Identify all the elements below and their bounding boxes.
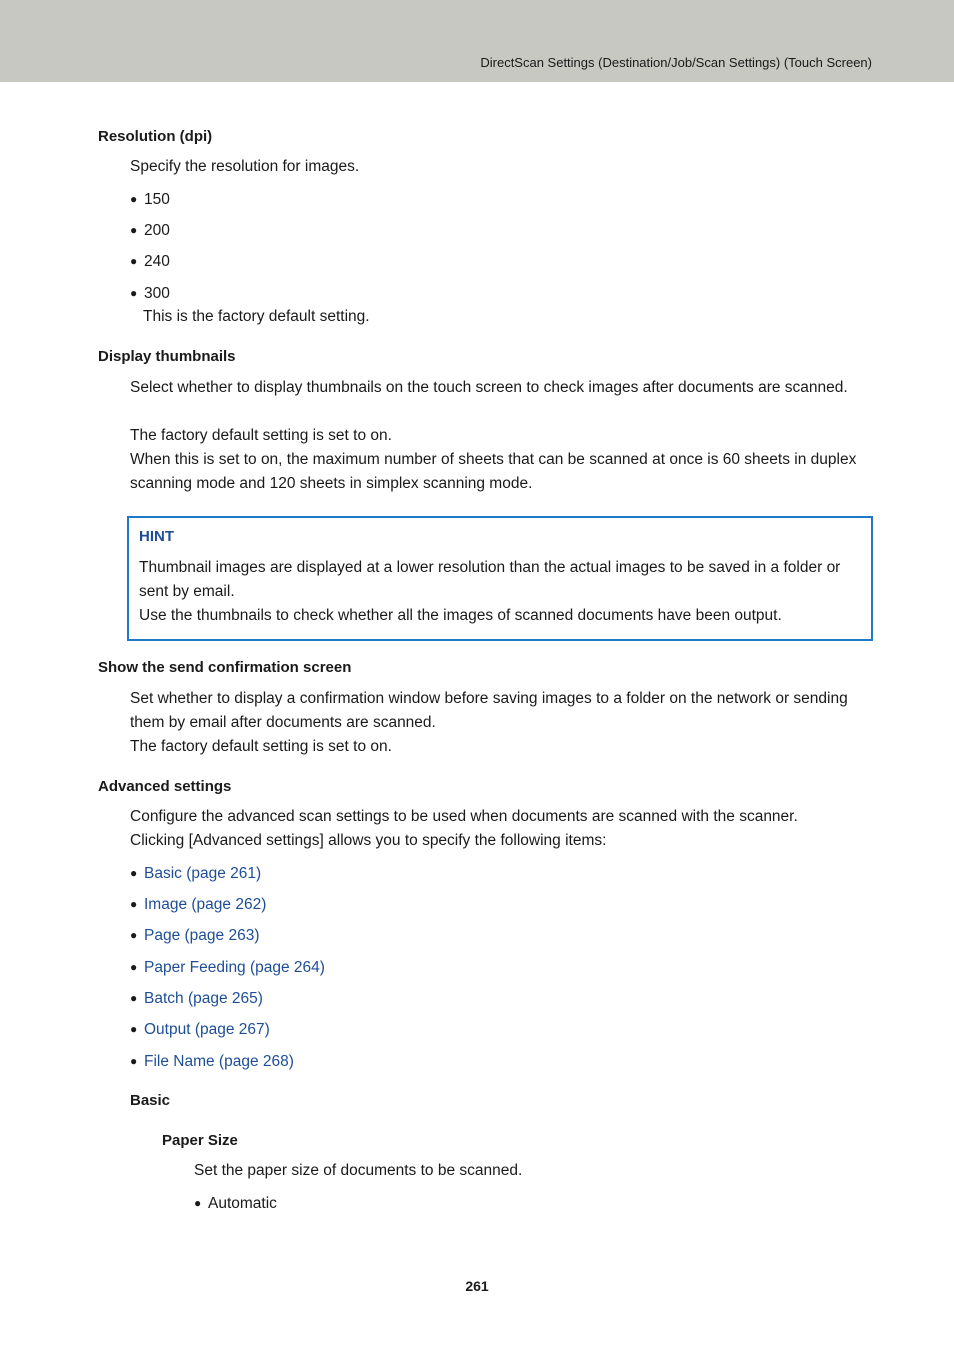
resolution-option: ● 200 xyxy=(130,218,170,243)
advanced-description: Clicking [Advanced settings] allows you to specify the following items: xyxy=(130,832,607,849)
page-header xyxy=(0,0,954,82)
link-output[interactable]: Output (page 267) xyxy=(144,1021,270,1038)
bullet-icon: ● xyxy=(130,897,138,911)
resolution-description: Specify the resolution for images. xyxy=(130,158,360,175)
confirmation-default-note: The factory default setting is set to on. xyxy=(130,738,392,755)
resolution-option: ● 150 xyxy=(130,187,170,212)
link-page[interactable]: Page (page 263) xyxy=(144,927,260,944)
advanced-link-item xyxy=(130,986,263,1011)
advanced-heading: Advanced settings xyxy=(98,778,232,795)
page-number: 261 xyxy=(465,1278,489,1294)
advanced-link-item xyxy=(130,892,266,917)
thumbnails-extra-note: When this is set to on, the maximum number of sheets that can be scanned at once is 60 sheets in duplex scanning mode and 120 sheets in simplex scanning mode. xyxy=(130,451,857,492)
confirmation-heading: Show the send confirmation screen xyxy=(98,659,352,676)
advanced-link-item xyxy=(130,923,259,948)
advanced-description: Configure the advanced scan settings to be used when documents are scanned with the scanner. xyxy=(130,808,798,825)
bullet-icon: ● xyxy=(130,254,138,268)
bullet-icon: ● xyxy=(130,1022,138,1036)
bullet-icon: ● xyxy=(130,223,138,237)
bullet-icon: ● xyxy=(130,991,138,1005)
hint-body xyxy=(139,556,859,628)
link-basic[interactable]: Basic (page 261) xyxy=(144,865,262,882)
confirmation-description: Set whether to display a confirmation window before saving images to a folder on the network or sending them by email after documents are scanned. xyxy=(130,690,848,731)
thumbnails-description: Select whether to display thumbnails on the touch screen to check images after documents are scanned. xyxy=(130,379,848,396)
bullet-icon: ● xyxy=(130,1054,138,1068)
advanced-link-item xyxy=(130,861,261,886)
bullet-icon: ● xyxy=(130,192,138,206)
header-title: DirectScan Settings (Destination/Job/Scan Settings) (Touch Screen) xyxy=(480,55,872,70)
paper-size-heading: Paper Size xyxy=(162,1132,238,1149)
basic-heading: Basic xyxy=(130,1092,171,1109)
bullet-icon: ● xyxy=(130,866,138,880)
link-image[interactable]: Image (page 262) xyxy=(144,896,267,913)
hint-title: HINT xyxy=(139,528,174,545)
advanced-link-item xyxy=(130,955,325,980)
thumbnails-default-note: The factory default setting is set to on. xyxy=(130,427,392,444)
advanced-link-item xyxy=(130,1049,294,1074)
resolution-option: ● 240 xyxy=(130,249,170,274)
advanced-link-item xyxy=(130,1017,270,1042)
bullet-icon: ● xyxy=(194,1196,202,1210)
thumbnails-heading: Display thumbnails xyxy=(98,348,236,365)
hint-line: Thumbnail images are displayed at a lower resolution than the actual images to be saved in a folder or sent by email. xyxy=(139,559,841,600)
link-batch[interactable]: Batch (page 265) xyxy=(144,990,263,1007)
paper-size-option: ● Automatic xyxy=(194,1191,277,1216)
link-file-name[interactable]: File Name (page 268) xyxy=(144,1053,294,1070)
hint-line: Use the thumbnails to check whether all the images of scanned documents have been output. xyxy=(139,607,782,624)
paper-size-description: Set the paper size of documents to be scanned. xyxy=(194,1162,523,1179)
bullet-icon: ● xyxy=(130,928,138,942)
resolution-default-note: This is the factory default setting. xyxy=(143,308,370,325)
link-paper-feeding[interactable]: Paper Feeding (page 264) xyxy=(144,959,325,976)
resolution-heading: Resolution (dpi) xyxy=(98,128,213,145)
hint-box xyxy=(127,516,873,641)
resolution-option: ● 300 xyxy=(130,281,170,306)
bullet-icon: ● xyxy=(130,286,138,300)
bullet-icon: ● xyxy=(130,960,138,974)
